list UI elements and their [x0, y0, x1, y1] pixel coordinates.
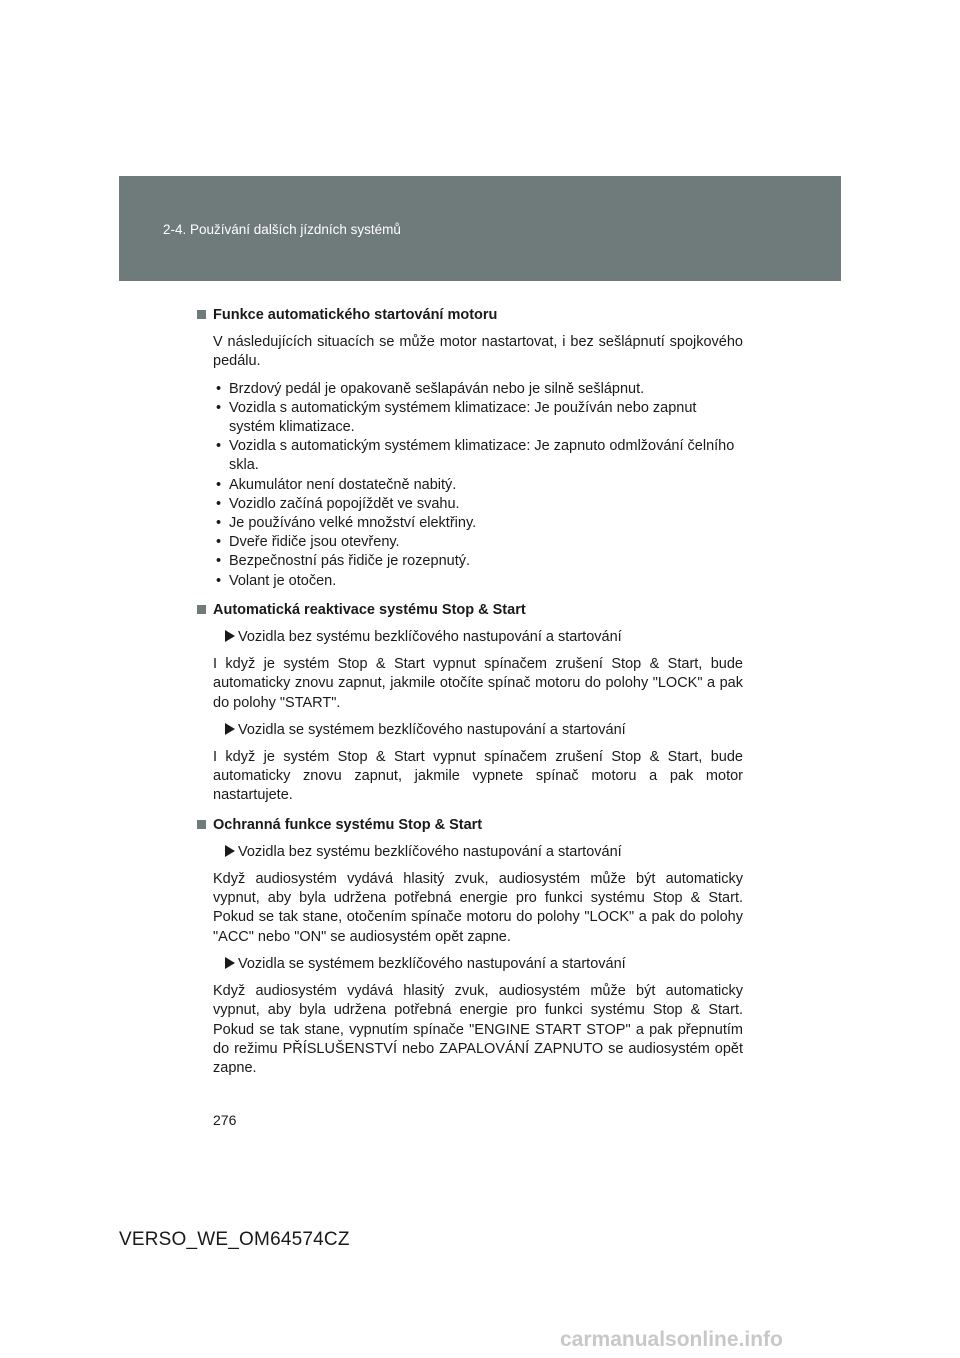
- section-heading: [197, 306, 743, 325]
- heading-text: Funkce automatického startování motoru: [213, 307, 498, 323]
- bullet-list: [213, 380, 743, 591]
- triangle-arrow-icon: [225, 723, 235, 735]
- section-auto-start: [213, 306, 743, 591]
- page-number: 276: [213, 1112, 237, 1128]
- document-code: VERSO_WE_OM64574CZ: [119, 1229, 350, 1250]
- square-bullet-icon: [197, 820, 206, 829]
- list-item: • Vozidla s automatickým systémem klimatizace: Je zapnuto odmlžování čelního skla.: [213, 437, 743, 475]
- section-heading: [197, 601, 743, 620]
- sub-heading: [213, 628, 743, 647]
- heading-text: Ochranná funkce systému Stop & Start: [213, 816, 483, 833]
- list-item: • Akumulátor není dostatečně nabitý.: [213, 476, 743, 495]
- sub-heading: [213, 721, 743, 740]
- intro-text: V následujících situacích se může motor nastartovat, i bez sešlápnutí spojkového pedálu.: [213, 334, 743, 370]
- sub-heading-text: Vozidla bez systému bezklíčového nastupování a startování: [238, 629, 622, 646]
- sub-heading: [213, 843, 743, 862]
- page-content: [213, 306, 743, 1088]
- sub-heading-text: Vozidla se systémem bezklíčového nastupování a startování: [238, 721, 626, 738]
- square-bullet-icon: [197, 605, 206, 614]
- list-item: • Vozidlo začíná popojíždět ve svahu.: [213, 495, 743, 514]
- header-bar: [119, 176, 841, 281]
- section-protection: [213, 816, 743, 1078]
- sub-heading-text: Vozidla se systémem bezklíčového nastupování a startování: [238, 955, 626, 972]
- triangle-arrow-icon: [225, 630, 235, 642]
- sub-heading: [213, 955, 743, 974]
- triangle-arrow-icon: [225, 845, 235, 857]
- body-text: Když audiosystém vydává hlasitý zvuk, audiosystém může být automaticky vypnut, aby byla udržena potřebná energie pro funkci systému Stop & Start. Pokud se tak stane, vypnutím spínače "ENGINE START STOP" a pak přepnutím do režimu PŘÍSLUŠENSTVÍ nebo ZAPALOVÁNÍ ZAPNUTO se audiosystém opět zapne.: [213, 983, 743, 1076]
- sub-heading-text: Vozidla bez systému bezklíčového nastupování a startování: [238, 843, 622, 860]
- watermark: carmanualsonline.info: [560, 1328, 783, 1351]
- body-text: I když je systém Stop & Start vypnut spínačem zrušení Stop & Start, bude automaticky znovu zapnut, jakmile otočíte spínač motoru do polohy "LOCK" a pak do polohy "START".: [213, 656, 743, 711]
- section-title: 2-4. Používání dalších jízdních systémů: [163, 222, 401, 237]
- list-item: • Je používáno velké množství elektřiny.: [213, 514, 743, 533]
- list-item: • Dveře řidiče jsou otevřeny.: [213, 533, 743, 552]
- triangle-arrow-icon: [225, 957, 235, 969]
- heading-text: Automatická reaktivace systému Stop & Start: [213, 601, 526, 618]
- list-item: • Vozidla s automatickým systémem klimatizace: Je používán nebo zapnut systém klimatizace.: [213, 399, 743, 437]
- section-auto-reactivation: [213, 601, 743, 806]
- list-item: • Bezpečnostní pás řidiče je rozepnutý.: [213, 552, 743, 571]
- body-text: I když je systém Stop & Start vypnut spínačem zrušení Stop & Start, bude automaticky znovu zapnut, jakmile vypnete spínač motoru a pak motor nastartujete.: [213, 749, 743, 804]
- section-heading: [197, 816, 743, 835]
- list-item: • Volant je otočen.: [213, 572, 743, 591]
- square-bullet-icon: [197, 310, 206, 319]
- body-text: Když audiosystém vydává hlasitý zvuk, audiosystém může být automaticky vypnut, aby byla udržena potřebná energie pro funkci systému Stop & Start. Pokud se tak stane, otočením spínače motoru do polohy "LOCK" a pak do polohy "ACC" nebo "ON" se audiosystém opět zapne.: [213, 871, 743, 945]
- list-item: • Brzdový pedál je opakovaně sešlapáván nebo je silně sešlápnut.: [213, 380, 743, 399]
